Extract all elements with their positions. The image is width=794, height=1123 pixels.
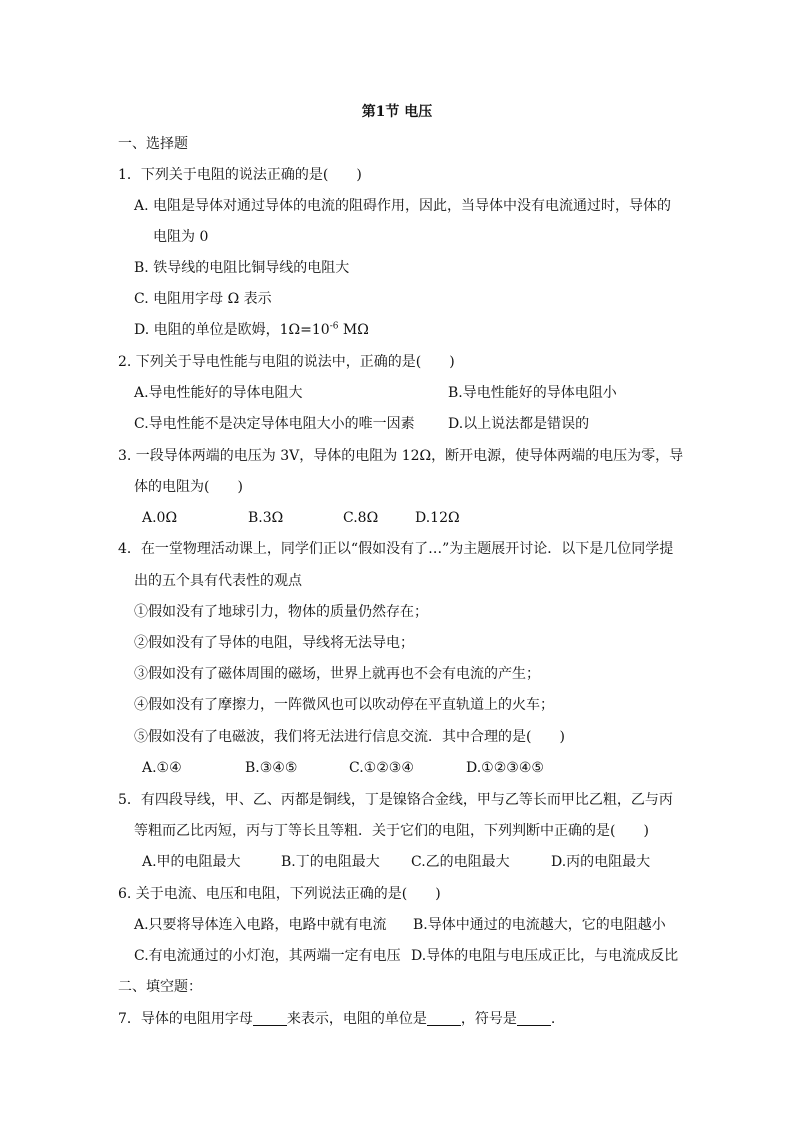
question-4-point-4: ④假如没有了摩擦力，一阵微风也可以吹动停在平直轨道上的火车； [134, 697, 554, 713]
question-2-stem: 2. 下列关于导电性能与电阻的说法中，正确的是( ) [118, 354, 455, 370]
question-4-option-c: C.①②③④ [349, 760, 414, 776]
question-1-option-c: C. 电阻用字母 Ω 表示 [134, 291, 272, 307]
question-7-text-3: ，符号是 [460, 1011, 517, 1027]
question-1-option-d-unit: MΩ [338, 322, 369, 338]
answer-blank-symbol[interactable] [517, 1011, 551, 1026]
question-7-text-2: 来表示，电阻的单位是 [286, 1011, 427, 1027]
question-1-option-a-cont: 电阻为 0 [153, 229, 209, 245]
question-2-option-c: C.导电性能不是决定导体电阻大小的唯一因素 [134, 416, 415, 432]
question-4-stem-cont: 出的五个具有代表性的观点 [134, 573, 302, 589]
page-title: 第1节 电压 [361, 104, 433, 120]
question-2-option-b: B.导电性能好的导体电阻小 [448, 385, 617, 401]
question-4-point-2: ②假如没有了导体的电阻，导线将无法导电； [134, 635, 414, 651]
question-3-option-a: A.0Ω [142, 510, 178, 526]
section-heading-fill: 二、填空题： [118, 979, 202, 995]
question-5-option-a: A.甲的电阻最大 [142, 854, 241, 870]
question-1-stem: 1．下列关于电阻的说法正确的是( ) [118, 167, 362, 183]
question-4-point-3: ③假如没有了磁体周围的磁场，世界上就再也不会有电流的产生； [134, 666, 540, 682]
question-3-stem: 3. 一段导体两端的电压为 3V，导体的电阻为 12Ω，断开电源，使导体两端的电压为零，导 [118, 448, 684, 464]
answer-blank-letter[interactable] [253, 1011, 287, 1026]
question-4-option-d: D.①②③④⑤ [466, 760, 544, 776]
question-5-option-c: C.乙的电阻最大 [411, 854, 510, 870]
question-5-option-b: B.丁的电阻最大 [281, 854, 380, 870]
question-2-option-a: A.导电性能好的导体电阻大 [134, 385, 303, 401]
question-1-option-d-text: D. 电阻的单位是欧姆，1Ω=10 [134, 322, 330, 338]
question-1-option-a: A. 电阻是导体对通过导体的电流的阻碍作用，因此，当导体中没有电流通过时，导体的 [134, 198, 672, 214]
question-5-stem: 5．有四段导线，甲、乙、丙都是铜线，丁是镍铬合金线，甲与乙等长而甲比乙粗，乙与丙 [118, 792, 673, 808]
question-4-option-b: B.③④⑤ [245, 760, 298, 776]
question-3-option-c: C.8Ω [343, 510, 379, 526]
question-1-option-b: B. 铁导线的电阻比铜导线的电阻大 [134, 260, 350, 276]
question-6-stem: 6. 关于电流、电压和电阻，下列说法正确的是( ) [118, 886, 441, 902]
question-7-text-1: 7．导体的电阻用字母 [118, 1011, 253, 1027]
question-2-option-d: D.以上说法都是错误的 [448, 416, 590, 432]
question-4-point-1: ①假如没有了地球引力，物体的质量仍然存在； [134, 604, 428, 620]
question-1-option-d-exponent: -6 [329, 321, 339, 332]
question-4-point-5: ⑤假如没有了电磁波，我们将无法进行信息交流．其中合理的是( ) [134, 729, 565, 745]
question-4-stem: 4．在一堂物理活动课上，同学们正以“假如没有了…”为主题展开讨论．以下是几位同学提 [118, 541, 674, 557]
answer-blank-unit[interactable] [427, 1011, 461, 1026]
question-3-option-d: D.12Ω [415, 510, 460, 526]
question-6-option-d: D.导体的电阻与电压成正比，与电流成反比 [411, 948, 679, 964]
question-1-option-d [134, 320, 369, 340]
section-heading-choice: 一、选择题 [118, 136, 188, 152]
question-5-option-d: D.丙的电阻最大 [551, 854, 651, 870]
question-6-option-c: C.有电流通过的小灯泡，其两端一定有电压 [134, 948, 401, 964]
question-4-option-a: A.①④ [142, 760, 182, 776]
question-5-stem-cont: 等粗而乙比丙短，丙与丁等长且等粗．关于它们的电阻，下列判断中正确的是( ) [134, 823, 649, 839]
question-3-option-b: B.3Ω [248, 510, 284, 526]
question-7-text-4: . [550, 1011, 556, 1027]
question-6-option-a: A.只要将导体连入电路，电路中就有电流 [134, 917, 387, 933]
question-3-stem-cont: 体的电阻为( ) [134, 479, 243, 495]
question-7 [118, 1009, 555, 1029]
question-6-option-b: B.导体中通过的电流越大，它的电阻越小 [413, 917, 666, 933]
